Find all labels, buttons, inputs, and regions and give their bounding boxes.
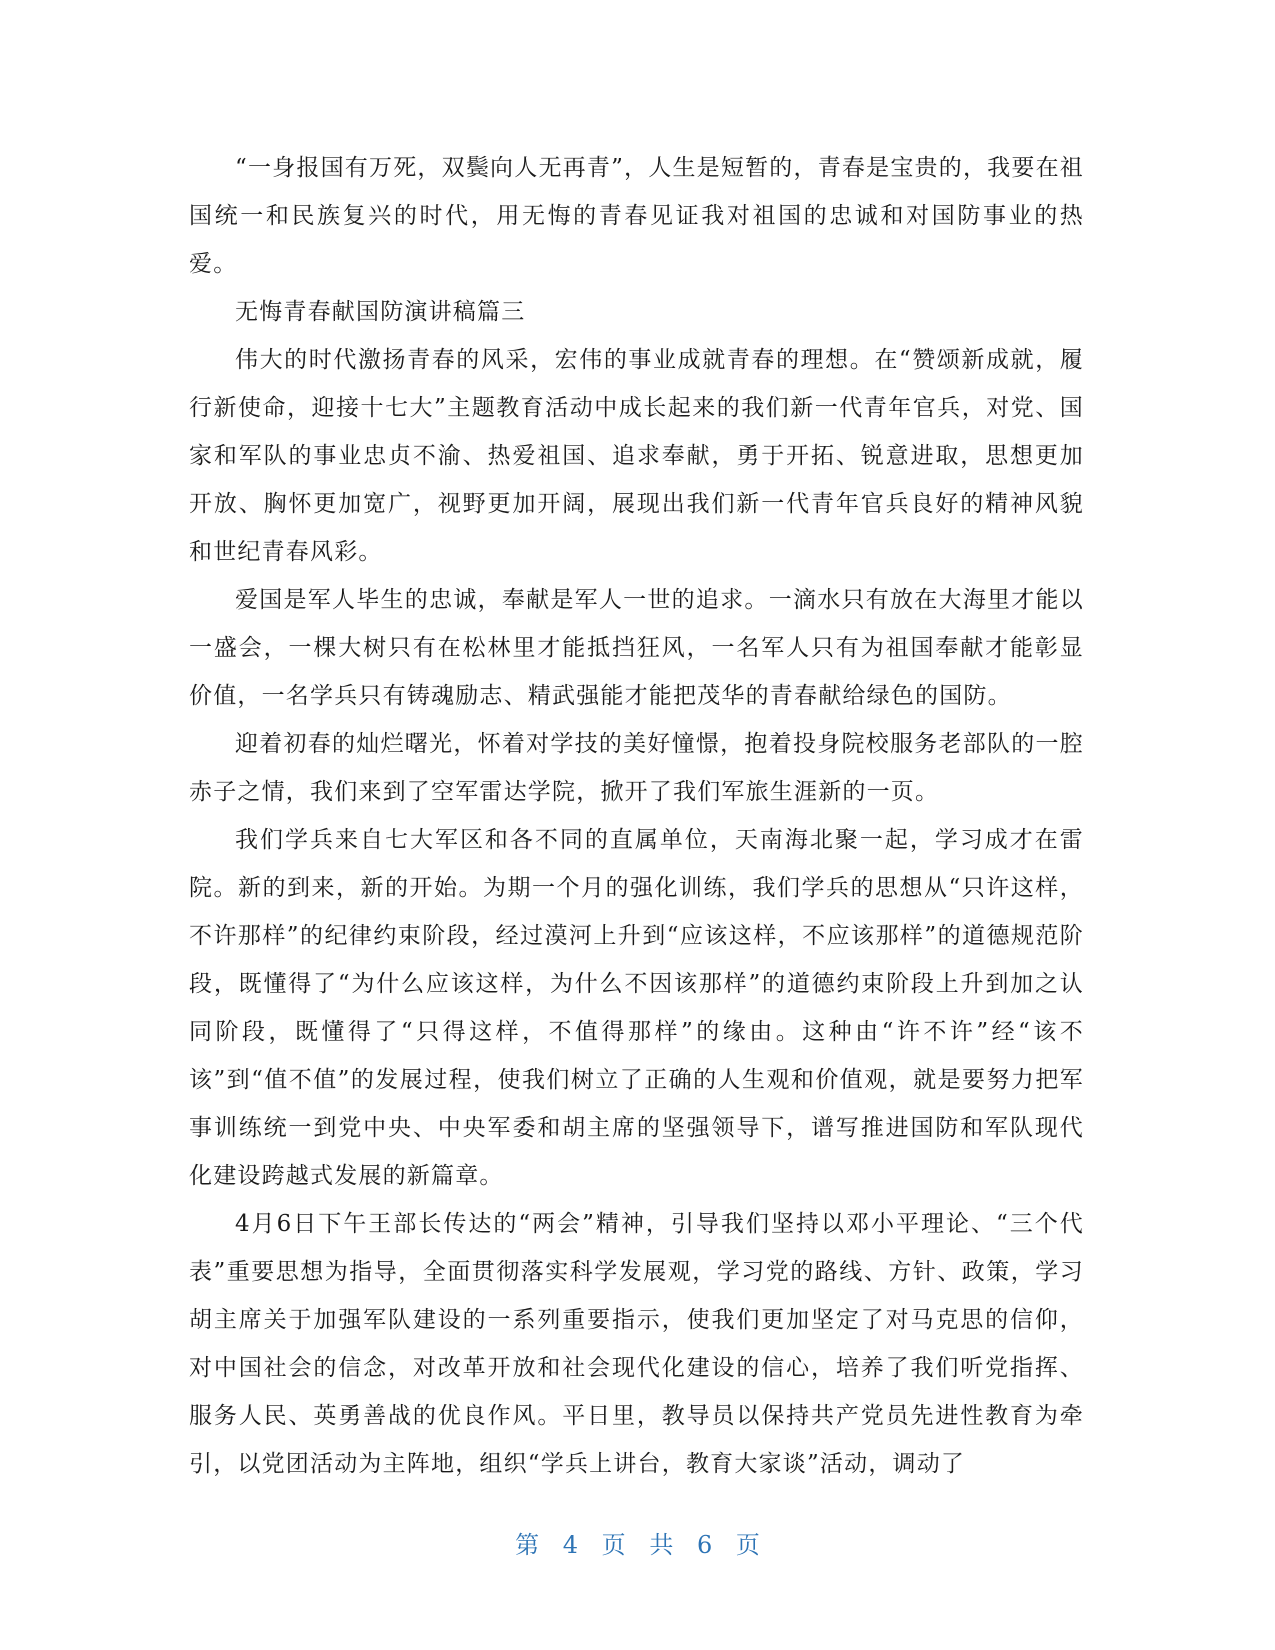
- paragraph-3: 爱国是军人毕生的忠诚，奉献是军人一世的追求。一滴水只有放在大海里才能以一盛会，一棵大树只有在松林里才能抵挡狂风，一名军人只有为祖国奉献才能彰显价值，一名学兵只有铸魂励志、精武强能才能把茂华的青春献给绿色的国防。: [189, 587, 1084, 709]
- paragraph-6: 4月6日下午王部长传达的“两会”精神，引导我们坚持以邓小平理论、“三个代表”重要思想为指导，全面贯彻落实科学发展观，学习党的路线、方针、政策，学习胡主席关于加强军队建设的一系列重要指示，使我们更加坚定了对马克思的信仰，对中国社会的信念，对改革开放和社会现代化建设的信心，培养了我们听党指挥、服务人民、英勇善战的优良作风。平日里，教导员以保持共产党员先进性教育为牵引，以党团活动为主阵地，组织“学兵上讲台，教育大家谈”活动，调动了: [189, 1211, 1084, 1477]
- section-heading: 无悔青春献国防演讲稿篇三: [235, 299, 526, 325]
- paragraph-5: 我们学兵来自七大军区和各不同的直属单位，天南海北聚一起，学习成才在雷院。新的到来，新的开始。为期一个月的强化训练，我们学兵的思想从“只许这样，不许那样”的纪律约束阶段，经过漠河上升到“应该这样，不应该那样”的道德规范阶段，既懂得了“为什么应该这样，为什么不因该那样”的道德约束阶段上升到加之认同阶段，既懂得了“只得这样，不值得那样”的缘由。这种由“许不许”经“该不该”到“值不值”的发展过程，使我们树立了正确的人生观和价值观，就是要努力把军事训练统一到党中央、中央军委和胡主席的坚强领导下，谱写推进国防和军队现代化建设跨越式发展的新篇章。: [189, 827, 1084, 1189]
- paragraph-4: 迎着初春的灿烂曙光，怀着对学技的美好憧憬，抱着投身院校服务老部队的一腔赤子之情，我们来到了空军雷达学院，掀开了我们军旅生涯新的一页。: [189, 731, 1084, 805]
- footer-total-unit: 页: [735, 1531, 760, 1559]
- footer-page-current: 4: [562, 1531, 579, 1559]
- paragraph-1: “一身报国有万死，双鬓向人无再青”，人生是短暂的，青春是宝贵的，我要在祖国统一和民族复兴的时代，用无悔的青春见证我对祖国的忠诚和对国防事业的热爱。: [189, 155, 1084, 277]
- document-body: [189, 144, 1084, 1488]
- footer-total-prefix: 共: [649, 1531, 674, 1559]
- page-footer: [0, 1530, 1275, 1560]
- paragraph-2: 伟大的时代激扬青春的风采，宏伟的事业成就青春的理想。在“赞颂新成就，履行新使命，迎接十七大”主题教育活动中成长起来的我们新一代青年官兵，对党、国家和军队的事业忠贞不渝、热爱祖国、追求奉献，勇于开拓、锐意进取，思想更加开放、胸怀更加宽广，视野更加开阔，展现出我们新一代青年官兵良好的精神风貌和世纪青春风彩。: [189, 347, 1084, 565]
- footer-page-unit: 页: [601, 1531, 626, 1559]
- footer-page-prefix: 第: [515, 1531, 540, 1559]
- footer-page-total: 6: [696, 1531, 713, 1559]
